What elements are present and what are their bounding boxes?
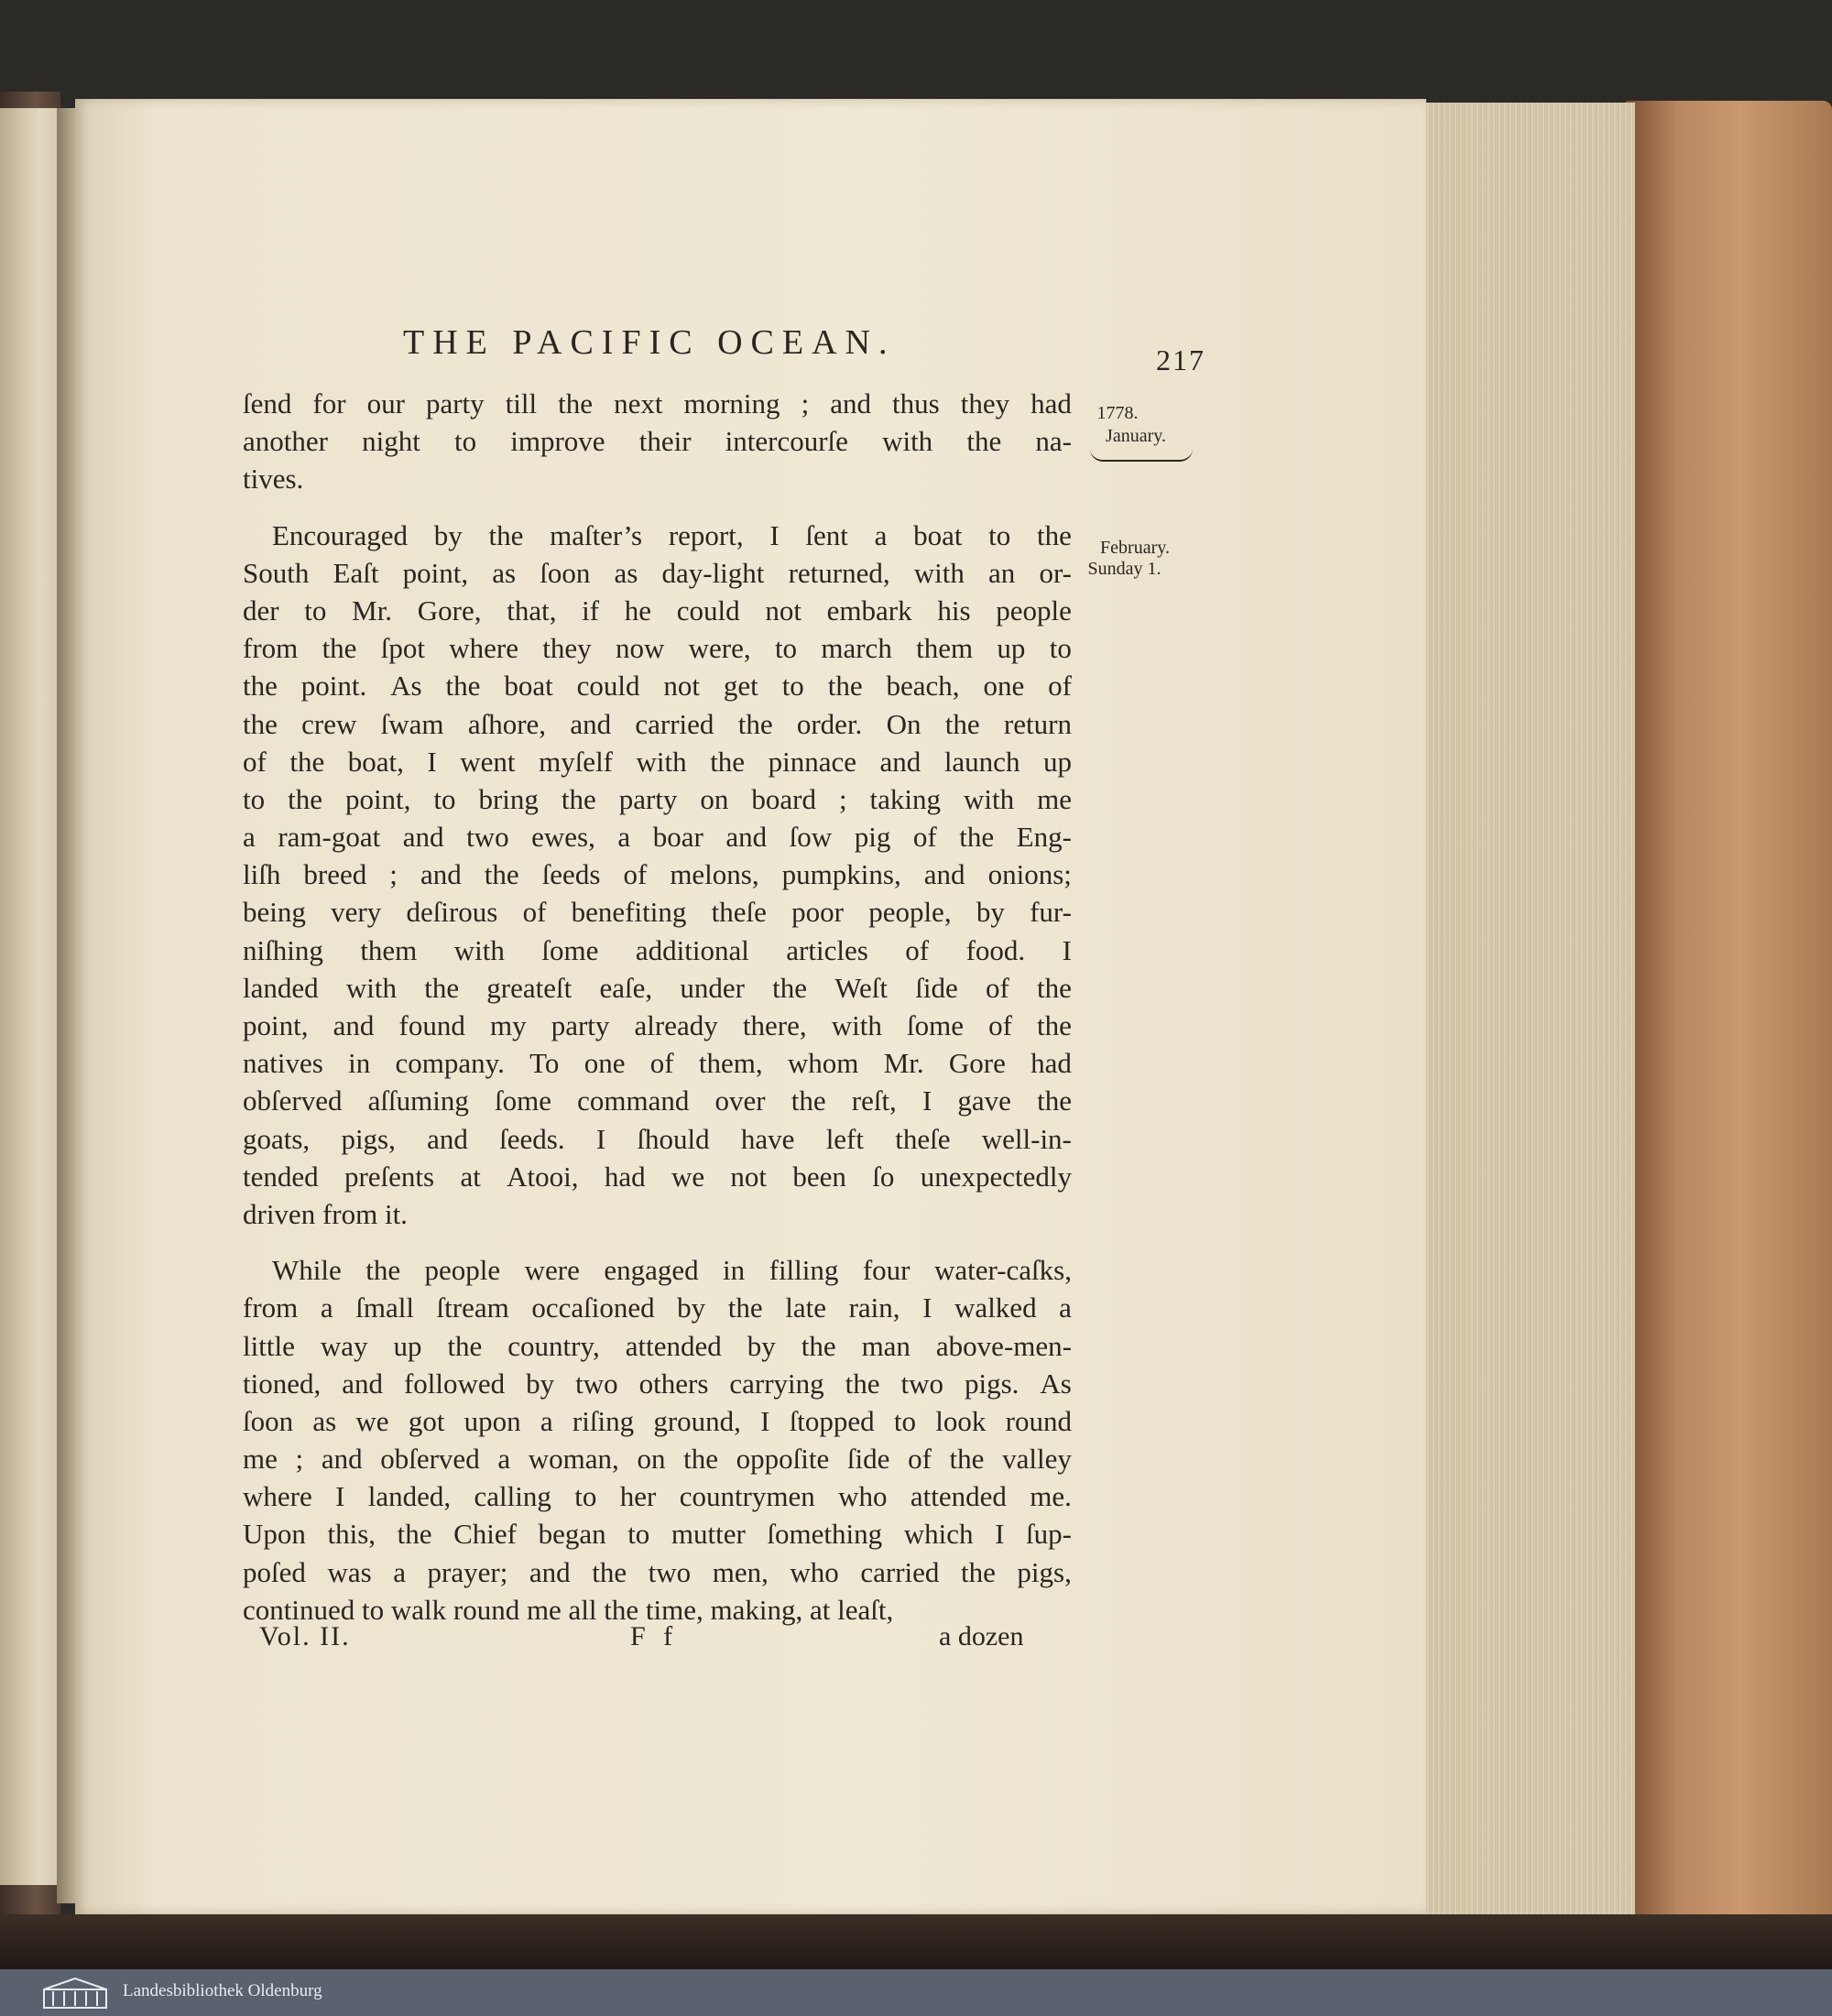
text-line: obſerved aſſuming ſome command over the reſt, I gave the [243, 1084, 1072, 1117]
text-line: tioned, and followed by two others carrying the two pigs. As [243, 1367, 1072, 1400]
text-line: being very deſirous of benefiting theſe poor people, by fur- [243, 896, 1072, 929]
text-line: goats, pigs, and ſeeds. I ſhould have left theſe well-in- [243, 1122, 1072, 1155]
text-line: point, and found my party already there, with ſome of the [243, 1009, 1072, 1041]
running-head: THE PACIFIC OCEAN. [403, 323, 896, 362]
paragraph-gap [243, 1233, 1072, 1251]
library-name: Landesbibliothek Oldenburg [123, 1981, 322, 2000]
margin-note-month2: February. [1100, 538, 1170, 558]
text-line: the crew ſwam aſhore, and carried the order. On the return [243, 707, 1072, 740]
text-line: me ; and obſerved a woman, on the oppoſite ſide of the valley [243, 1443, 1072, 1476]
margin-note-year: 1778. [1096, 403, 1139, 423]
left-page-edge [0, 108, 57, 1885]
text-line: niſhing them with ſome additional articles of food. I [243, 933, 1072, 966]
footer-signature: F f [630, 1621, 679, 1651]
text-line: While the people were engaged in filling four water-caſks, [272, 1254, 1072, 1287]
text-line: natives in company. To one of them, whom Mr. Gore had [243, 1047, 1072, 1080]
text-line: landed with the greateſt eaſe, under the Weſt ſide of the [243, 971, 1072, 1004]
right-cover [1626, 101, 1832, 1969]
text-line: of the boat, I went myſelf with the pinnace and launch up [243, 745, 1072, 778]
page-block-edges [1424, 103, 1635, 1914]
text-line: a ram-goat and two ewes, a boar and ſow pig of the Eng- [243, 821, 1072, 854]
text-line: ſend for our party till the next morning ; and thus they had [243, 387, 1072, 420]
footer-catchword: a dozen [939, 1621, 1024, 1651]
scan-bottom-edge [0, 1914, 1832, 1969]
margin-note-month: January. [1106, 426, 1166, 446]
library-bar [0, 1969, 1832, 2016]
text-line: Encouraged by the maſter’s report, I ſent a boat to the [272, 518, 1072, 551]
text-line: to the point, to bring the party on board ; taking with me [243, 782, 1072, 815]
library-building-icon [40, 1977, 110, 2010]
paragraph-gap [243, 498, 1072, 517]
text-line: from the ſpot where they now were, to march them up to [243, 632, 1072, 665]
text-line: liſh breed ; and the ſeeds of melons, pumpkins, and onions; [243, 858, 1072, 891]
text-line: little way up the country, attended by the man above-men- [243, 1329, 1072, 1362]
text-line: der to Mr. Gore, that, if he could not embark his people [243, 594, 1072, 627]
text-line: ſoon as we got upon a riſing ground, I ſtopped to look round [243, 1404, 1072, 1437]
text-line: tives. [243, 463, 304, 496]
margin-brace [1090, 449, 1193, 462]
page-number: 217 [1156, 343, 1205, 376]
text-line: driven from it. [243, 1197, 408, 1230]
text-line: from a ſmall ſtream occaſioned by the late rain, I walked a [243, 1291, 1072, 1324]
body-text [243, 385, 1072, 1629]
text-line: the point. As the boat could not get to the beach, one of [243, 670, 1072, 703]
margin-note-day: Sunday 1. [1087, 559, 1161, 579]
text-line: continued to walk round me all the time, making, at leaſt, [243, 1593, 894, 1626]
footer-volume: Vol. II. [259, 1621, 351, 1651]
text-line: tended preſents at Atooi, had we not been ſo unexpectedly [243, 1160, 1072, 1193]
text-line: Upon this, the Chief began to mutter ſomething which I ſup- [243, 1518, 1072, 1551]
text-line: South Eaſt point, as ſoon as day-light returned, with an or- [243, 556, 1072, 589]
text-line: another night to improve their intercourſe with the na- [243, 425, 1072, 458]
text-line: poſed was a prayer; and the two men, who carried the pigs, [243, 1555, 1072, 1588]
text-line: where I landed, calling to her countrymen who attended me. [243, 1480, 1072, 1513]
